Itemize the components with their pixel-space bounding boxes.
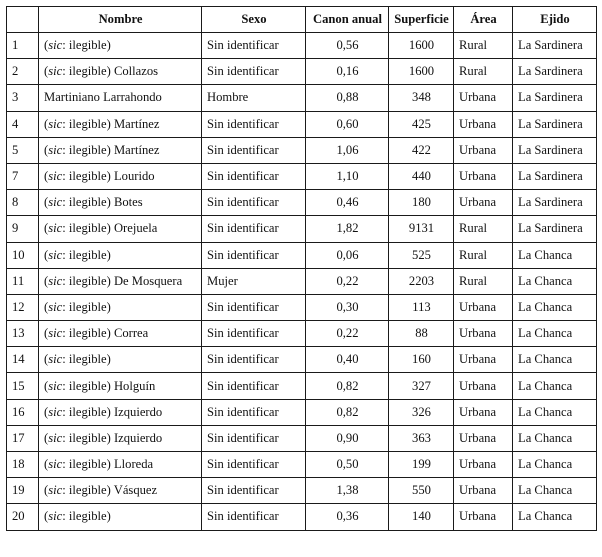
row-ejido: La Sardinera xyxy=(513,33,597,59)
table-row xyxy=(7,111,597,137)
row-number: 4 xyxy=(7,111,39,137)
table-row xyxy=(7,190,597,216)
row-number: 13 xyxy=(7,321,39,347)
row-sexo: Sin identificar xyxy=(202,504,306,530)
nombre-text: : ilegible) Collazos xyxy=(62,64,159,79)
table-row xyxy=(7,504,597,530)
nombre-text: : ilegible) Martínez xyxy=(62,142,160,157)
row-canon-anual: 0,36 xyxy=(306,504,389,530)
row-area: Rural xyxy=(454,33,513,59)
nombre-text: : ilegible) xyxy=(62,38,111,53)
table-row xyxy=(7,59,597,85)
nombre-text: : ilegible) Izquierdo xyxy=(62,430,163,445)
header-row xyxy=(7,7,597,33)
row-area: Urbana xyxy=(454,452,513,478)
table-row xyxy=(7,216,597,242)
sic-label: sic xyxy=(48,483,63,498)
row-superficie: 327 xyxy=(389,373,454,399)
sic-label: sic xyxy=(48,430,63,445)
header-superficie: Superficie xyxy=(389,7,454,33)
row-nombre: (sic: ilegible) Correa xyxy=(39,321,202,347)
table-body xyxy=(7,33,597,531)
row-number: 3 xyxy=(7,85,39,111)
header-area: Área xyxy=(454,7,513,33)
nombre-text: : ilegible) xyxy=(62,299,111,314)
table-row xyxy=(7,425,597,451)
sic-label: sic xyxy=(48,116,63,131)
row-ejido: La Chanca xyxy=(513,242,597,268)
row-canon-anual: 0,22 xyxy=(306,268,389,294)
row-ejido: La Sardinera xyxy=(513,111,597,137)
row-canon-anual: 0,50 xyxy=(306,452,389,478)
sic-label: sic xyxy=(48,195,63,210)
row-nombre: (sic: ilegible) Martínez xyxy=(39,111,202,137)
row-number: 12 xyxy=(7,294,39,320)
row-sexo: Sin identificar xyxy=(202,163,306,189)
nombre-text: : ilegible) xyxy=(62,509,111,524)
row-nombre: (sic: ilegible) De Mosquera xyxy=(39,268,202,294)
sic-label: sic xyxy=(48,273,63,288)
row-sexo: Sin identificar xyxy=(202,242,306,268)
nombre-text: : ilegible) Holguín xyxy=(62,378,156,393)
row-ejido: La Sardinera xyxy=(513,190,597,216)
row-sexo: Sin identificar xyxy=(202,321,306,347)
sic-label: sic xyxy=(48,221,63,236)
row-area: Urbana xyxy=(454,504,513,530)
row-number: 9 xyxy=(7,216,39,242)
nombre-text: : ilegible) Orejuela xyxy=(62,221,158,236)
sic-label: sic xyxy=(48,404,63,419)
row-area: Urbana xyxy=(454,321,513,347)
row-superficie: 348 xyxy=(389,85,454,111)
row-number: 15 xyxy=(7,373,39,399)
row-ejido: La Chanca xyxy=(513,452,597,478)
row-number: 18 xyxy=(7,452,39,478)
row-canon-anual: 0,22 xyxy=(306,321,389,347)
row-canon-anual: 1,10 xyxy=(306,163,389,189)
row-nombre: (sic: ilegible) xyxy=(39,33,202,59)
header-sexo: Sexo xyxy=(202,7,306,33)
nombre-text: : ilegible) Vásquez xyxy=(62,483,158,498)
row-number: 1 xyxy=(7,33,39,59)
nombre-text: : ilegible) Correa xyxy=(62,326,149,341)
row-superficie: 1600 xyxy=(389,59,454,85)
table-row xyxy=(7,347,597,373)
row-ejido: La Chanca xyxy=(513,294,597,320)
row-area: Rural xyxy=(454,216,513,242)
nombre-text: : ilegible) xyxy=(62,247,111,262)
row-sexo: Sin identificar xyxy=(202,216,306,242)
row-number: 17 xyxy=(7,425,39,451)
row-ejido: La Sardinera xyxy=(513,163,597,189)
sic-label: sic xyxy=(48,169,63,184)
table-row xyxy=(7,478,597,504)
row-ejido: La Sardinera xyxy=(513,59,597,85)
nombre-text: : ilegible) Martínez xyxy=(62,116,160,131)
table-row xyxy=(7,321,597,347)
row-superficie: 113 xyxy=(389,294,454,320)
nombre-text: : ilegible) Izquierdo xyxy=(62,404,163,419)
row-nombre: (sic: ilegible) Lloreda xyxy=(39,452,202,478)
row-ejido: La Sardinera xyxy=(513,137,597,163)
row-canon-anual: 0,60 xyxy=(306,111,389,137)
row-superficie: 180 xyxy=(389,190,454,216)
sic-label: sic xyxy=(48,247,63,262)
row-superficie: 1600 xyxy=(389,33,454,59)
row-ejido: La Sardinera xyxy=(513,216,597,242)
row-nombre: (sic: ilegible) Izquierdo xyxy=(39,425,202,451)
row-area: Urbana xyxy=(454,347,513,373)
row-number: 16 xyxy=(7,399,39,425)
sic-label: sic xyxy=(48,38,63,53)
row-number: 11 xyxy=(7,268,39,294)
row-superficie: 440 xyxy=(389,163,454,189)
row-canon-anual: 1,06 xyxy=(306,137,389,163)
row-sexo: Sin identificar xyxy=(202,478,306,504)
table-row xyxy=(7,163,597,189)
row-sexo: Sin identificar xyxy=(202,373,306,399)
row-nombre: (sic: ilegible) xyxy=(39,504,202,530)
row-area: Urbana xyxy=(454,478,513,504)
row-nombre: (sic: ilegible) Lourido xyxy=(39,163,202,189)
row-canon-anual: 0,90 xyxy=(306,425,389,451)
row-superficie: 422 xyxy=(389,137,454,163)
nombre-text: Martiniano Larrahondo xyxy=(44,90,162,105)
row-superficie: 326 xyxy=(389,399,454,425)
row-ejido: La Chanca xyxy=(513,268,597,294)
row-ejido: La Sardinera xyxy=(513,85,597,111)
table-row xyxy=(7,452,597,478)
row-nombre: (sic: ilegible) Vásquez xyxy=(39,478,202,504)
row-superficie: 88 xyxy=(389,321,454,347)
row-area: Rural xyxy=(454,242,513,268)
data-table xyxy=(6,6,597,531)
row-ejido: La Chanca xyxy=(513,347,597,373)
sic-label: sic xyxy=(48,457,63,472)
row-sexo: Sin identificar xyxy=(202,59,306,85)
table-row xyxy=(7,399,597,425)
row-area: Urbana xyxy=(454,85,513,111)
sic-label: sic xyxy=(48,378,63,393)
sic-label: sic xyxy=(48,352,63,367)
row-number: 5 xyxy=(7,137,39,163)
row-canon-anual: 0,40 xyxy=(306,347,389,373)
table-row xyxy=(7,294,597,320)
nombre-text: : ilegible) xyxy=(62,352,111,367)
row-area: Urbana xyxy=(454,137,513,163)
row-sexo: Sin identificar xyxy=(202,33,306,59)
row-area: Rural xyxy=(454,268,513,294)
row-superficie: 363 xyxy=(389,425,454,451)
row-canon-anual: 0,30 xyxy=(306,294,389,320)
row-superficie: 525 xyxy=(389,242,454,268)
header-ejido: Ejido xyxy=(513,7,597,33)
row-superficie: 140 xyxy=(389,504,454,530)
table-row xyxy=(7,242,597,268)
row-number: 20 xyxy=(7,504,39,530)
row-number: 8 xyxy=(7,190,39,216)
row-nombre: (sic: ilegible) Orejuela xyxy=(39,216,202,242)
row-ejido: La Chanca xyxy=(513,425,597,451)
row-superficie: 9131 xyxy=(389,216,454,242)
row-area: Urbana xyxy=(454,373,513,399)
table-row xyxy=(7,33,597,59)
row-superficie: 550 xyxy=(389,478,454,504)
row-canon-anual: 0,16 xyxy=(306,59,389,85)
table-row xyxy=(7,268,597,294)
row-area: Urbana xyxy=(454,111,513,137)
row-sexo: Sin identificar xyxy=(202,190,306,216)
sic-label: sic xyxy=(48,299,63,314)
row-nombre: (sic: ilegible) xyxy=(39,242,202,268)
row-canon-anual: 0,06 xyxy=(306,242,389,268)
row-canon-anual: 1,38 xyxy=(306,478,389,504)
row-sexo: Sin identificar xyxy=(202,399,306,425)
row-canon-anual: 0,88 xyxy=(306,85,389,111)
row-superficie: 425 xyxy=(389,111,454,137)
row-nombre: (sic: ilegible) Martínez xyxy=(39,137,202,163)
row-area: Rural xyxy=(454,59,513,85)
row-superficie: 199 xyxy=(389,452,454,478)
nombre-text: : ilegible) De Mosquera xyxy=(62,273,183,288)
row-number: 7 xyxy=(7,163,39,189)
sic-label: sic xyxy=(48,509,63,524)
sic-label: sic xyxy=(48,64,63,79)
row-ejido: La Chanca xyxy=(513,504,597,530)
sic-label: sic xyxy=(48,326,63,341)
row-sexo: Sin identificar xyxy=(202,137,306,163)
row-sexo: Sin identificar xyxy=(202,294,306,320)
row-sexo: Sin identificar xyxy=(202,425,306,451)
row-area: Urbana xyxy=(454,163,513,189)
row-number: 19 xyxy=(7,478,39,504)
row-canon-anual: 1,82 xyxy=(306,216,389,242)
row-sexo: Hombre xyxy=(202,85,306,111)
row-nombre: (sic: ilegible) Collazos xyxy=(39,59,202,85)
row-ejido: La Chanca xyxy=(513,399,597,425)
row-ejido: La Chanca xyxy=(513,321,597,347)
row-number: 2 xyxy=(7,59,39,85)
sic-label: sic xyxy=(48,142,63,157)
row-area: Urbana xyxy=(454,294,513,320)
row-sexo: Sin identificar xyxy=(202,452,306,478)
row-canon-anual: 0,82 xyxy=(306,373,389,399)
header-canon-anual: Canon anual xyxy=(306,7,389,33)
row-ejido: La Chanca xyxy=(513,373,597,399)
header-nombre: Nombre xyxy=(39,7,202,33)
header-index xyxy=(7,7,39,33)
row-area: Urbana xyxy=(454,425,513,451)
row-sexo: Sin identificar xyxy=(202,347,306,373)
row-nombre: (sic: ilegible) xyxy=(39,347,202,373)
row-sexo: Sin identificar xyxy=(202,111,306,137)
row-area: Urbana xyxy=(454,190,513,216)
row-nombre: (sic: ilegible) Botes xyxy=(39,190,202,216)
row-superficie: 160 xyxy=(389,347,454,373)
row-superficie: 2203 xyxy=(389,268,454,294)
row-number: 10 xyxy=(7,242,39,268)
table-row xyxy=(7,137,597,163)
nombre-text: : ilegible) Botes xyxy=(62,195,143,210)
table-row xyxy=(7,85,597,111)
row-ejido: La Chanca xyxy=(513,478,597,504)
row-sexo: Mujer xyxy=(202,268,306,294)
row-canon-anual: 0,82 xyxy=(306,399,389,425)
table-row xyxy=(7,373,597,399)
nombre-text: : ilegible) Lourido xyxy=(62,169,155,184)
row-nombre: (sic: ilegible) Holguín xyxy=(39,373,202,399)
row-nombre xyxy=(39,85,202,111)
row-area: Urbana xyxy=(454,399,513,425)
row-nombre: (sic: ilegible) xyxy=(39,294,202,320)
row-nombre: (sic: ilegible) Izquierdo xyxy=(39,399,202,425)
nombre-text: : ilegible) Lloreda xyxy=(62,457,154,472)
row-canon-anual: 0,46 xyxy=(306,190,389,216)
row-number: 14 xyxy=(7,347,39,373)
row-canon-anual: 0,56 xyxy=(306,33,389,59)
